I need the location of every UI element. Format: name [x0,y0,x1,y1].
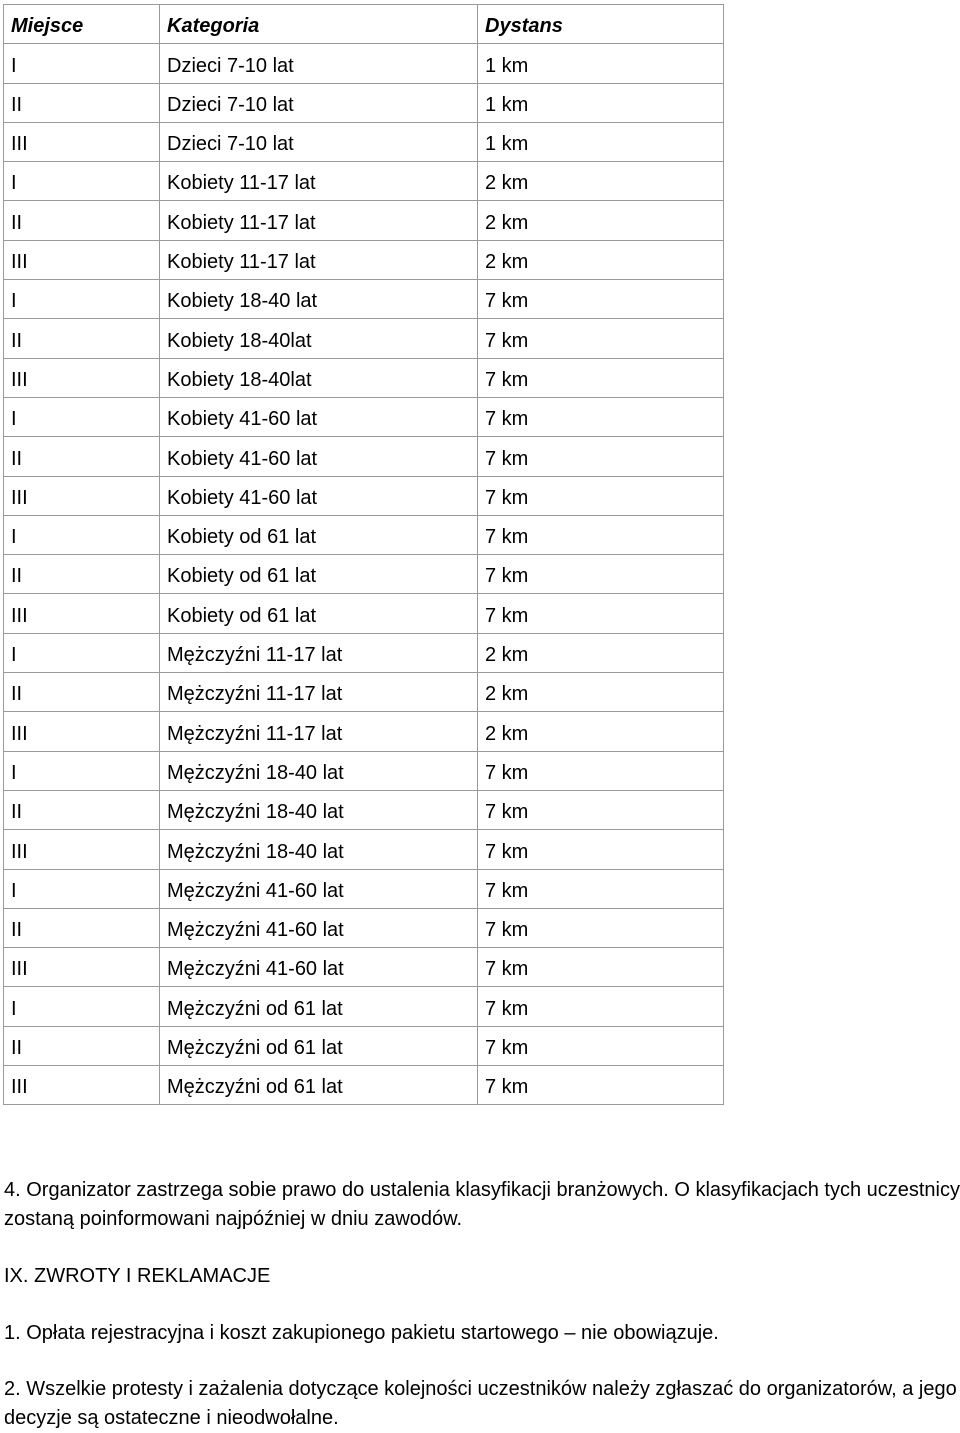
cell-dystans: 7 km [478,908,724,947]
header-dystans: Dystans [478,5,724,44]
table-row [4,633,724,672]
cell-miejsce: I [4,280,160,319]
table-row [4,948,724,987]
cell-dystans: 7 km [478,1026,724,1065]
table-row [4,673,724,712]
cell-miejsce: III [4,1066,160,1105]
cell-miejsce: III [4,594,160,633]
cell-dystans: 7 km [478,555,724,594]
cell-miejsce: II [4,790,160,829]
cell-miejsce: III [4,948,160,987]
cell-kategoria: Kobiety 18-40lat [160,358,478,397]
table-row [4,515,724,554]
cell-dystans: 7 km [478,948,724,987]
cell-dystans: 7 km [478,437,724,476]
cell-dystans: 2 km [478,633,724,672]
table-row [4,319,724,358]
cell-kategoria: Mężczyźni od 61 lat [160,987,478,1026]
cell-miejsce: I [4,44,160,83]
cell-dystans: 2 km [478,162,724,201]
cell-dystans: 2 km [478,712,724,751]
cell-dystans: 1 km [478,83,724,122]
cell-kategoria: Kobiety 11-17 lat [160,201,478,240]
cell-dystans: 1 km [478,122,724,161]
cell-miejsce: I [4,633,160,672]
cell-kategoria: Mężczyźni 11-17 lat [160,673,478,712]
cell-dystans: 7 km [478,476,724,515]
table-row [4,358,724,397]
cell-miejsce: I [4,869,160,908]
paragraph-4: 4. Organizator zastrzega sobie prawo do ustalenia klasyfikacji branżowych. O klasyfikacjach tych uczestnicy zostaną poinformowani najpóźniej w dniu zawodów. [4,1179,960,1230]
cell-kategoria: Mężczyźni od 61 lat [160,1026,478,1065]
cell-kategoria: Dzieci 7-10 lat [160,122,478,161]
paragraph-2: 2. Wszelkie protesty i zażalenia dotyczące kolejności uczestników należy zgłaszać do organizatorów, a jego decyzje są ostateczne i nieodwołalne. [4,1378,957,1429]
table-row [4,751,724,790]
cell-kategoria: Kobiety 18-40lat [160,319,478,358]
cell-kategoria: Kobiety od 61 lat [160,555,478,594]
section-heading: IX. ZWROTY I REKLAMACJE [4,1265,271,1287]
cell-dystans: 2 km [478,201,724,240]
table-row [4,162,724,201]
cell-miejsce: III [4,830,160,869]
cell-kategoria: Mężczyźni 11-17 lat [160,712,478,751]
cell-miejsce: III [4,712,160,751]
cell-kategoria: Mężczyźni 41-60 lat [160,948,478,987]
cell-miejsce: I [4,751,160,790]
table-row [4,555,724,594]
cell-kategoria: Kobiety od 61 lat [160,594,478,633]
cell-kategoria: Kobiety 41-60 lat [160,437,478,476]
table-row [4,908,724,947]
table-row [4,476,724,515]
cell-dystans: 7 km [478,358,724,397]
cell-dystans: 7 km [478,869,724,908]
table-body [4,44,724,1105]
cell-kategoria: Mężczyźni 18-40 lat [160,830,478,869]
cell-kategoria: Mężczyźni 18-40 lat [160,790,478,829]
cell-dystans: 7 km [478,1066,724,1105]
header-miejsce: Miejsce [4,5,160,44]
cell-dystans: 7 km [478,987,724,1026]
paragraph-1: 1. Opłata rejestracyjna i koszt zakupionego pakietu startowego – nie obowiązuje. [4,1322,719,1344]
cell-miejsce: II [4,673,160,712]
cell-kategoria: Mężczyźni 11-17 lat [160,633,478,672]
cell-miejsce: II [4,437,160,476]
cell-dystans: 7 km [478,830,724,869]
table-row [4,240,724,279]
cell-kategoria: Mężczyźni 18-40 lat [160,751,478,790]
cell-dystans: 7 km [478,751,724,790]
cell-miejsce: I [4,987,160,1026]
table-row [4,712,724,751]
cell-miejsce: II [4,201,160,240]
cell-dystans: 7 km [478,397,724,436]
cell-miejsce: II [4,1026,160,1065]
cell-dystans: 1 km [478,44,724,83]
table-row [4,122,724,161]
cell-miejsce: I [4,515,160,554]
table-row [4,830,724,869]
cell-miejsce: II [4,319,160,358]
cell-miejsce: II [4,555,160,594]
table-row [4,790,724,829]
cell-miejsce: I [4,162,160,201]
cell-miejsce: III [4,476,160,515]
cell-kategoria: Kobiety 11-17 lat [160,240,478,279]
cell-dystans: 7 km [478,515,724,554]
cell-dystans: 2 km [478,240,724,279]
cell-miejsce: III [4,240,160,279]
table-row [4,280,724,319]
cell-miejsce: II [4,908,160,947]
cell-dystans: 7 km [478,594,724,633]
cell-kategoria: Mężczyźni od 61 lat [160,1066,478,1105]
cell-miejsce: III [4,122,160,161]
cell-miejsce: III [4,358,160,397]
cell-kategoria: Mężczyźni 41-60 lat [160,869,478,908]
table-row [4,1066,724,1105]
cell-kategoria: Kobiety 11-17 lat [160,162,478,201]
cell-kategoria: Mężczyźni 41-60 lat [160,908,478,947]
header-kategoria: Kategoria [160,5,478,44]
cell-kategoria: Kobiety 41-60 lat [160,476,478,515]
cell-kategoria: Dzieci 7-10 lat [160,44,478,83]
cell-kategoria: Dzieci 7-10 lat [160,83,478,122]
cell-kategoria: Kobiety 41-60 lat [160,397,478,436]
results-table [3,4,724,1105]
cell-dystans: 2 km [478,673,724,712]
cell-miejsce: I [4,397,160,436]
table-row [4,594,724,633]
table-row [4,437,724,476]
table-row [4,1026,724,1065]
cell-dystans: 7 km [478,280,724,319]
table-row [4,83,724,122]
cell-miejsce: II [4,83,160,122]
cell-kategoria: Kobiety od 61 lat [160,515,478,554]
cell-dystans: 7 km [478,319,724,358]
table-row [4,987,724,1026]
table-row [4,869,724,908]
table-row [4,397,724,436]
table-row [4,44,724,83]
cell-dystans: 7 km [478,790,724,829]
table-row [4,201,724,240]
cell-kategoria: Kobiety 18-40 lat [160,280,478,319]
table-header-row [4,5,724,44]
